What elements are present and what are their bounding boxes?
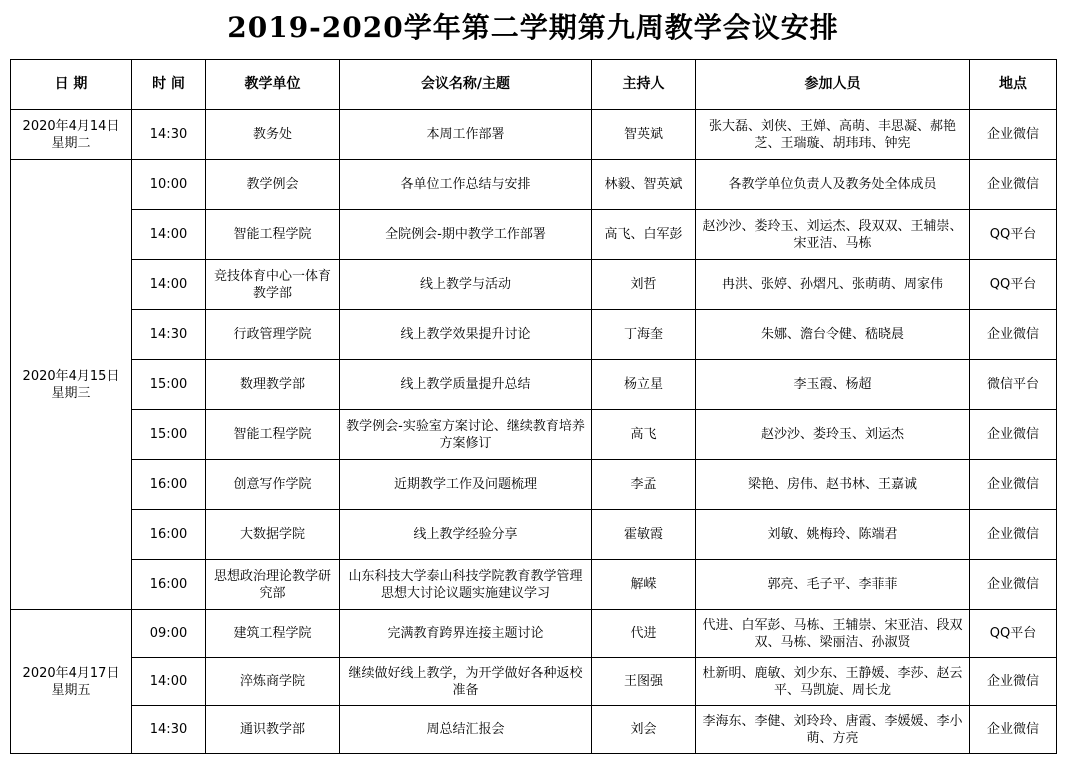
table-row	[11, 706, 1057, 754]
participants-cell: 冉洪、张婷、孙熠凡、张萌萌、周家伟	[696, 260, 970, 310]
host-cell: 刘会	[592, 706, 696, 754]
weekday-text: 星期三	[51, 385, 91, 401]
unit-cell: 通识教学部	[206, 706, 340, 754]
topic-cell: 线上教学效果提升讨论	[340, 310, 592, 360]
time-cell: 09:00	[132, 610, 206, 658]
topic-cell: 完满教育跨界连接主题讨论	[340, 610, 592, 658]
unit-cell: 教务处	[206, 110, 340, 160]
table-row	[11, 360, 1057, 410]
topic-cell: 继续做好线上教学，为开学做好各种返校准备	[340, 658, 592, 706]
unit-cell: 竞技体育中心一体育教学部	[206, 260, 340, 310]
time-cell: 16:00	[132, 560, 206, 610]
topic-cell: 线上教学与活动	[340, 260, 592, 310]
page-title: 2019-2020学年第二学期第九周教学会议安排	[227, 11, 839, 44]
host-cell: 刘哲	[592, 260, 696, 310]
time-cell: 15:00	[132, 360, 206, 410]
topic-cell: 周总结汇报会	[340, 706, 592, 754]
time-cell: 14:00	[132, 210, 206, 260]
participants-cell: 各教学单位负责人及教务处全体成员	[696, 160, 970, 210]
schedule-table	[10, 59, 1057, 754]
time-cell: 14:30	[132, 110, 206, 160]
time-cell: 14:00	[132, 658, 206, 706]
weekday-text: 星期二	[51, 135, 91, 151]
participants-cell: 朱娜、澹台令健、嵇晓晨	[696, 310, 970, 360]
unit-cell: 行政管理学院	[206, 310, 340, 360]
host-cell: 王图强	[592, 658, 696, 706]
host-cell: 林毅、智英斌	[592, 160, 696, 210]
time-cell: 14:30	[132, 310, 206, 360]
table-row	[11, 560, 1057, 610]
location-cell: 企业微信	[970, 560, 1057, 610]
location-cell: 企业微信	[970, 410, 1057, 460]
participants-cell: 赵沙沙、娄玲玉、刘运杰、段双双、王辅崇、宋亚洁、马栋	[696, 210, 970, 260]
host-cell: 智英斌	[592, 110, 696, 160]
table-row	[11, 160, 1057, 210]
time-cell: 14:00	[132, 260, 206, 310]
unit-cell: 建筑工程学院	[206, 610, 340, 658]
location-cell: QQ平台	[970, 260, 1057, 310]
table-row	[11, 210, 1057, 260]
time-cell: 15:00	[132, 410, 206, 460]
unit-cell: 大数据学院	[206, 510, 340, 560]
participants-cell: 郭亮、毛子平、李菲菲	[696, 560, 970, 610]
date-cell	[11, 110, 132, 160]
participants-cell: 代进、白军彭、马栋、王辅崇、宋亚洁、段双双、马栋、梁丽洁、孙淑贤	[696, 610, 970, 658]
unit-cell: 智能工程学院	[206, 410, 340, 460]
location-cell: 企业微信	[970, 110, 1057, 160]
host-cell: 高飞	[592, 410, 696, 460]
header-location: 地点	[970, 60, 1057, 110]
host-cell: 杨立星	[592, 360, 696, 410]
participants-cell: 刘敏、姚梅玲、陈端君	[696, 510, 970, 560]
header-participants: 参加人员	[696, 60, 970, 110]
host-cell: 解嵘	[592, 560, 696, 610]
location-cell: 企业微信	[970, 510, 1057, 560]
unit-cell: 智能工程学院	[206, 210, 340, 260]
participants-cell: 梁艳、房伟、赵书林、王嘉诚	[696, 460, 970, 510]
topic-cell: 山东科技大学泰山科技学院教育教学管理思想大讨论议题实施建议学习	[340, 560, 592, 610]
host-cell: 李孟	[592, 460, 696, 510]
topic-cell: 近期教学工作及问题梳理	[340, 460, 592, 510]
header-row	[11, 60, 1057, 110]
time-cell: 14:30	[132, 706, 206, 754]
header-date: 日 期	[11, 60, 132, 110]
date-text: 2020年4月15日	[22, 368, 120, 384]
topic-cell: 全院例会-期中教学工作部署	[340, 210, 592, 260]
header-topic: 会议名称/主题	[340, 60, 592, 110]
unit-cell: 创意写作学院	[206, 460, 340, 510]
date-text: 2020年4月14日	[22, 118, 120, 134]
participants-cell: 李海东、李健、刘玲玲、唐霞、李媛媛、李小萌、方亮	[696, 706, 970, 754]
location-cell: 微信平台	[970, 360, 1057, 410]
location-cell: 企业微信	[970, 310, 1057, 360]
table-row	[11, 260, 1057, 310]
date-text: 2020年4月17日	[22, 665, 120, 681]
table-row	[11, 410, 1057, 460]
location-cell: QQ平台	[970, 210, 1057, 260]
participants-cell: 杜新明、鹿敏、刘少东、王静媛、李莎、赵云平、马凯旋、周长龙	[696, 658, 970, 706]
participants-cell: 赵沙沙、娄玲玉、刘运杰	[696, 410, 970, 460]
table-row	[11, 658, 1057, 706]
topic-cell: 各单位工作总结与安排	[340, 160, 592, 210]
table-row	[11, 310, 1057, 360]
location-cell: 企业微信	[970, 706, 1057, 754]
time-cell: 10:00	[132, 160, 206, 210]
location-cell: 企业微信	[970, 658, 1057, 706]
time-cell: 16:00	[132, 510, 206, 560]
table-row	[11, 510, 1057, 560]
unit-cell: 淬炼商学院	[206, 658, 340, 706]
table-row	[11, 610, 1057, 658]
topic-cell: 教学例会-实验室方案讨论、继续教育培养方案修订	[340, 410, 592, 460]
participants-cell: 张大磊、刘侠、王婵、高萌、丰思凝、郝艳芝、王瑞璇、胡玮玮、钟宪	[696, 110, 970, 160]
date-cell	[11, 610, 132, 754]
table-row	[11, 460, 1057, 510]
date-cell	[11, 160, 132, 610]
topic-cell: 线上教学质量提升总结	[340, 360, 592, 410]
unit-cell: 教学例会	[206, 160, 340, 210]
header-unit: 教学单位	[206, 60, 340, 110]
participants-cell: 李玉霞、杨超	[696, 360, 970, 410]
host-cell: 高飞、白军彭	[592, 210, 696, 260]
header-host: 主持人	[592, 60, 696, 110]
location-cell: 企业微信	[970, 160, 1057, 210]
host-cell: 霍敏霞	[592, 510, 696, 560]
topic-cell: 线上教学经验分享	[340, 510, 592, 560]
unit-cell: 数理教学部	[206, 360, 340, 410]
location-cell: 企业微信	[970, 460, 1057, 510]
host-cell: 丁海奎	[592, 310, 696, 360]
topic-cell: 本周工作部署	[340, 110, 592, 160]
location-cell: QQ平台	[970, 610, 1057, 658]
time-cell: 16:00	[132, 460, 206, 510]
header-time: 时 间	[132, 60, 206, 110]
unit-cell: 思想政治理论教学研究部	[206, 560, 340, 610]
table-row	[11, 110, 1057, 160]
host-cell: 代进	[592, 610, 696, 658]
weekday-text: 星期五	[51, 682, 91, 698]
